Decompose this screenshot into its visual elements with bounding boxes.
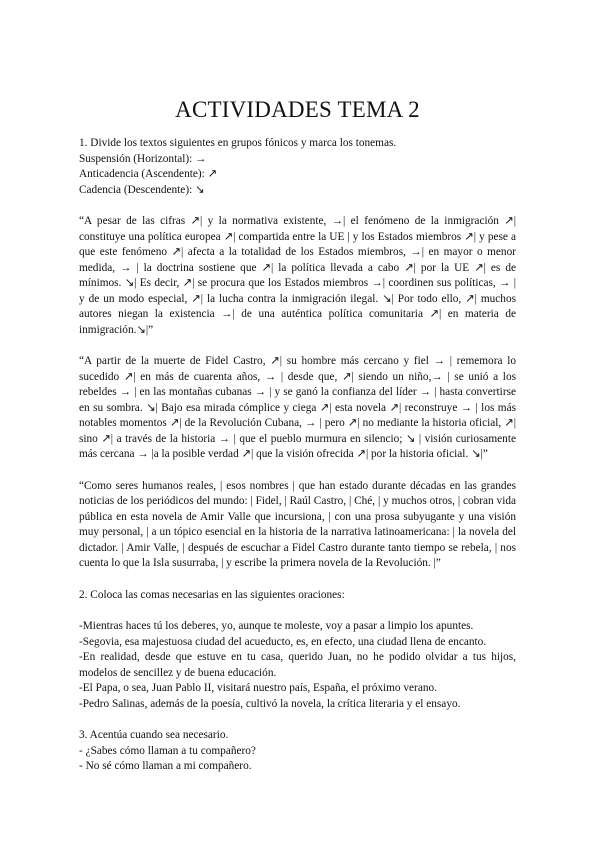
text-paragraph-3: “Como seres humanos reales, | esos nombres | que han estado durante décadas en las grandes noticias de los periódicos del mundo: | Fidel, | Raúl Castro, | Ché, | y muchos otros, | cobran vida pública en esta novela de Amir Valle que incursiona, | con una prosa subyugante y una visión muy personal, | a un tópico esencial en la historia de la narrativa latinoamericana: | la novela del dictador. | Amir Valle, | después de escuchar a Fidel Castro durante tanto tiempo se rebela, | nos cuenta lo que la Isla susurraba, | y escribe la primera novela de la Revolución. |”: [79, 479, 516, 569]
legend-cadencia: Cadencia (Descendente): ↘: [79, 183, 205, 196]
sentence-item: -Segovia, esa majestuosa ciudad del acueducto, es, en efecto, una ciudad llena de encanto.: [79, 635, 487, 648]
activity-3-instruction: 3. Acentúa cuando sea necesario.: [79, 729, 229, 741]
page-title: ACTIVIDADES TEMA 2: [175, 97, 420, 122]
sentence-list: [79, 619, 516, 712]
activity-3: [79, 728, 516, 775]
sentence-item: -Pedro Salinas, además de la poesía, cultivó la novela, la crítica literaria y el ensayo.: [79, 697, 461, 710]
sentence-item: -Mientras haces tú los deberes, yo, aunque te moleste, voy a pasar a limpio los apuntes.: [79, 620, 474, 632]
activity-2-instruction: 2. Coloca las comas necesarias en las siguientes oraciones:: [79, 588, 345, 601]
sentence-item: -En realidad, desde que estuve en tu casa, querido Juan, no he podido olvidar a tus hijos, modelos de sencillez y de buena educación.: [79, 651, 516, 679]
accent-line: - No sé cómo llaman a mi compañero.: [79, 760, 252, 772]
legend-anticadencia: Anticadencia (Ascendente): ↗: [79, 168, 218, 180]
document-page: [79, 0, 516, 775]
sentence-item: -El Papa, o sea, Juan Pablo II, visitará nuestro país, España, el próximo verano.: [79, 682, 437, 694]
accent-line: - ¿Sabes cómo llaman a tu compañero?: [79, 744, 256, 757]
text-paragraph-2: “A partir de la muerte de Fidel Castro, ↗| su hombre más cercano y fiel → | rememora lo sucedido ↗| en más de cuarenta años, → | desde que, ↗| siendo un niño,→ | se unió a los rebeldes → | en las montañas cubanas → | y se ganó la confianza del líder → | hasta convertirse en su sombra. ↘| Bajo esa mirada cómplice y ciega ↗| esta novela ↗| reconstruye → | los más notables momentos ↗| de la Revolución Cubana, → | pero ↗| no mediante la historia oficial, ↗| sino ↗| a través de la historia → | que el pueblo murmura en silencio; ↘ | visión curiosamente más cercana → |a la posible verdad ↗| que la visión ofrecida ↗| por la historia oficial. ↘|”: [79, 355, 516, 460]
activity-1-instruction: 1. Divide los textos siguientes en grupos fónicos y marca los tonemas.: [79, 137, 397, 149]
activity-2: [79, 588, 516, 713]
text-paragraph-1: “A pesar de las cifras ↗| y la normativa existente, →| el fenómeno de la inmigración ↗| constituye una política europea ↗| compartida entre la UE | y los Estados miembros ↗| y pese a que este fenómeno ↗| afecta a la totalidad de los Estados miembros, →| en mayor o menor medida, → | la doctrina sostiene que ↗| la política llevada a cabo ↗| por la UE ↗| es de mínimos. ↘| Es decir, ↗| se procura que los Estados miembros →| coordinen sus políticas, → | y de un modo especial, ↗| la lucha contra la inmigración ilegal. ↘| Por todo ello, ↗| muchos autores niegan la existencia →| de una auténtica política comunitaria ↗| en materia de inmigración.↘|”: [79, 215, 516, 336]
activity-1: [79, 136, 516, 572]
legend-suspension: Suspensión (Horizontal): →: [79, 152, 207, 165]
